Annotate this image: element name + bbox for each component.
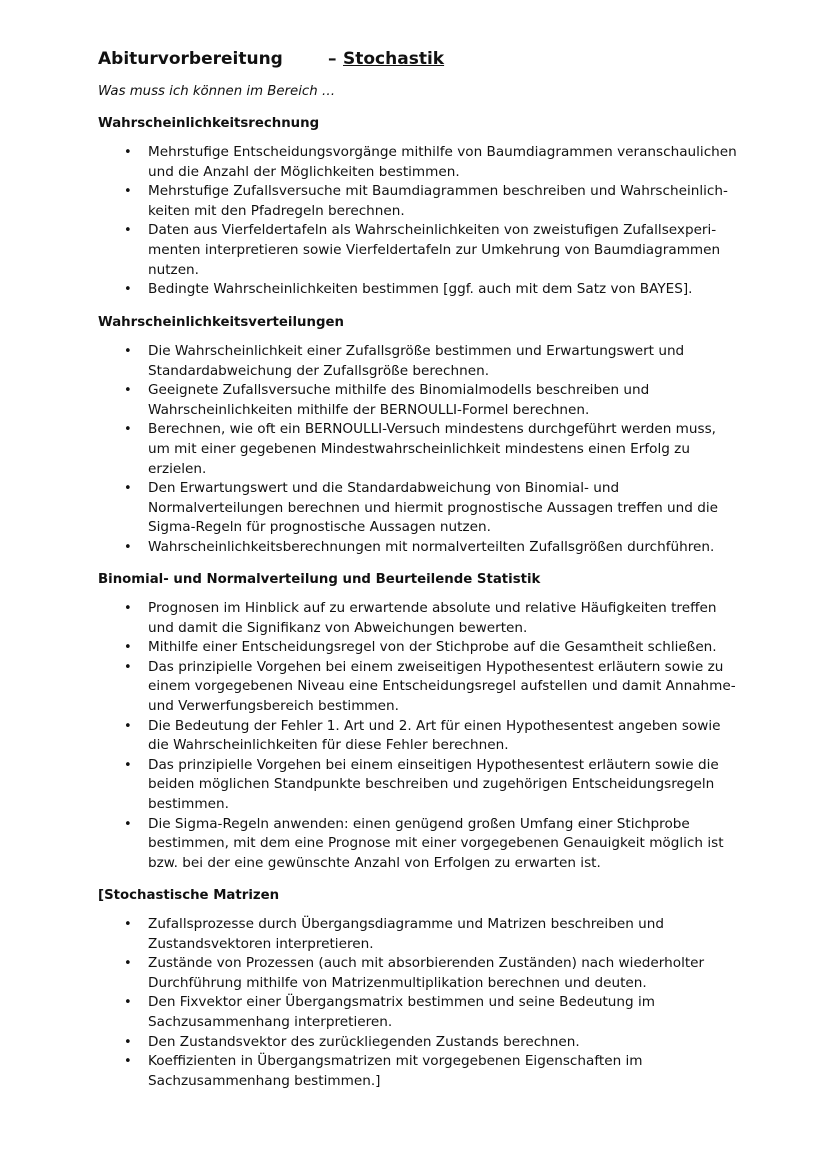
bullet-icon: • <box>124 1034 132 1050</box>
list-item-text: Prognosen im Hinblick auf zu erwartende absolute und relative Häufigkeiten treffen und damit die Signifikanz von Abweichungen bewerten. <box>148 600 717 636</box>
section-heading: [Stochastische Matrizen <box>98 888 280 903</box>
document-title: Abiturvorbereitung <box>98 49 283 69</box>
section-heading: Wahrscheinlichkeitsverteilungen <box>98 315 344 330</box>
bullet-list <box>98 915 738 1091</box>
list-item-text: Den Zustandsvektor des zurückliegenden Zustands berechnen. <box>148 1033 580 1050</box>
bullet-list <box>98 599 738 873</box>
list-item-text: Mithilfe einer Entscheidungsregel von der Stichprobe auf die Gesamtheit schließen. <box>148 639 717 656</box>
section-wahrscheinlichkeitsverteilungen <box>98 313 738 558</box>
list-item-text: Den Fixvektor einer Übergangsmatrix bestimmen und seine Bedeutung im Sachzusammenhang interpretieren. <box>148 994 655 1030</box>
list-item-text: Das prinzipielle Vorgehen bei einem zweiseitigen Hypothesentest erläutern sowie zu einem vorgegebenen Niveau eine Entscheidungsregel aufstellen und damit Annahme- und Verwerfungsbereich bestimmen. <box>148 658 736 714</box>
document-title-row <box>98 49 445 69</box>
list-item <box>98 993 738 1032</box>
list-item <box>98 915 738 954</box>
bullet-icon: • <box>124 640 132 656</box>
list-item-text: Die Wahrscheinlichkeit einer Zufallsgröße bestimmen und Erwartungswert und Standardabweichung der Zufallsgröße berechnen. <box>148 343 685 379</box>
list-item <box>98 756 738 815</box>
list-item-text: Die Bedeutung der Fehler 1. Art und 2. Art für einen Hypothesentest angeben sowie die Wahrscheinlichkeiten für diese Fehler berechnen. <box>148 717 721 754</box>
bullet-icon: • <box>124 184 132 200</box>
bullet-list <box>98 143 738 300</box>
bullet-icon: • <box>124 816 132 832</box>
list-item <box>98 538 738 558</box>
title-dash: – <box>328 49 337 69</box>
list-item <box>98 658 738 717</box>
intro-line: Was muss ich können im Bereich … <box>98 84 336 99</box>
list-item-text: Daten aus Vierfeldertafeln als Wahrscheinlichkeiten von zweistufigen Zufallsexperi-menten interpretieren sowie Vierfeldertafeln zur Umkehrung von Baumdiagrammen nutzen. <box>148 222 721 278</box>
bullet-icon: • <box>124 718 132 734</box>
list-item <box>98 342 738 381</box>
list-item-text: Zustände von Prozessen (auch mit absorbierenden Zuständen) nach wiederholter Durchführung mithilfe von Matrizenmultiplikation berechnen und deuten. <box>148 955 705 991</box>
section-heading: Wahrscheinlichkeitsrechnung <box>98 116 320 131</box>
list-item <box>98 381 738 420</box>
list-item-text: Mehrstufige Zufallsversuche mit Baumdiagrammen beschreiben und Wahrscheinlich-keiten mit den Pfadregeln berechnen. <box>148 183 728 219</box>
list-item-text: Berechnen, wie oft ein BERNOULLI-Versuch mindestens durchgeführt werden muss, um mit einer gegebenen Mindestwahrscheinlichkeit mindestens einen Erfolg zu erzielen. <box>148 421 716 477</box>
bullet-icon: • <box>124 383 132 399</box>
list-item <box>98 1033 738 1053</box>
section-heading: Binomial- und Normalverteilung und Beurteilende Statistik <box>98 572 541 587</box>
list-item <box>98 182 738 221</box>
list-item-text: Das prinzipielle Vorgehen bei einem einseitigen Hypothesentest erläutern sowie die beiden möglichen Standpunkte beschreiben und zugehörigen Entscheidungsregeln bestimmen. <box>148 756 719 812</box>
list-item <box>98 717 738 756</box>
list-item <box>98 599 738 638</box>
bullet-icon: • <box>124 956 132 972</box>
list-item <box>98 221 738 280</box>
list-item-text: Zufallsprozesse durch Übergangsdiagramme und Matrizen beschreiben und Zustandsvektoren interpretieren. <box>148 916 664 952</box>
list-item-text: Den Erwartungswert und die Standardabweichung von Binomial- und Normalverteilungen berechnen und hiermit prognostische Aussagen treffen und die Sigma-Regeln für prognostische Aussagen nutzen. <box>148 480 718 536</box>
bullet-icon: • <box>124 601 132 616</box>
list-item <box>98 143 738 182</box>
section-stochastische-matrizen <box>98 886 738 1091</box>
bullet-icon: • <box>124 539 132 555</box>
list-item <box>98 280 738 300</box>
list-item <box>98 479 738 538</box>
list-item-text: Wahrscheinlichkeitsberechnungen mit normalverteilten Zufallsgrößen durchführen. <box>148 538 715 555</box>
bullet-icon: • <box>124 659 132 675</box>
list-item <box>98 420 738 479</box>
section-beurteilende-statistik <box>98 570 738 873</box>
bullet-icon: • <box>124 145 132 160</box>
list-item <box>98 815 738 874</box>
document-subtitle: Stochastik <box>343 49 445 69</box>
bullet-icon: • <box>124 223 132 239</box>
bullet-icon: • <box>124 344 132 359</box>
list-item <box>98 954 738 993</box>
list-item-text: Geeignete Zufallsversuche mithilfe des Binomialmodells beschreiben und Wahrscheinlichkeiten mithilfe der BERNOULLI-Formel berechnen. <box>148 382 650 418</box>
section-wahrscheinlichkeitsrechnung <box>98 114 738 300</box>
list-item <box>98 1052 738 1091</box>
bullet-icon: • <box>124 1054 132 1070</box>
list-item <box>98 638 738 658</box>
bullet-list <box>98 342 738 558</box>
list-item-text: Die Sigma-Regeln anwenden: einen genügend großen Umfang einer Stichprobe bestimmen, mit dem eine Prognose mit einer vorgegebenen Genauigkeit möglich ist bzw. bei der eine gewünschte Anzahl von Erfolgen zu erwarten ist. <box>148 815 724 871</box>
bullet-icon: • <box>124 422 132 438</box>
bullet-icon: • <box>124 995 132 1011</box>
bullet-icon: • <box>124 282 132 298</box>
list-item-text: Bedingte Wahrscheinlichkeiten bestimmen [ggf. auch mit dem Satz von BAYES]. <box>148 281 693 298</box>
list-item-text: Koeffizienten in Übergangsmatrizen mit vorgegebenen Eigenschaften im Sachzusammenhang bestimmen.] <box>148 1053 643 1089</box>
list-item-text: Mehrstufige Entscheidungsvorgänge mithilfe von Baumdiagrammen veranschaulichen und die Anzahl der Möglichkeiten bestimmen. <box>148 144 737 180</box>
bullet-icon: • <box>124 757 132 773</box>
bullet-icon: • <box>124 481 132 497</box>
bullet-icon: • <box>124 917 132 932</box>
